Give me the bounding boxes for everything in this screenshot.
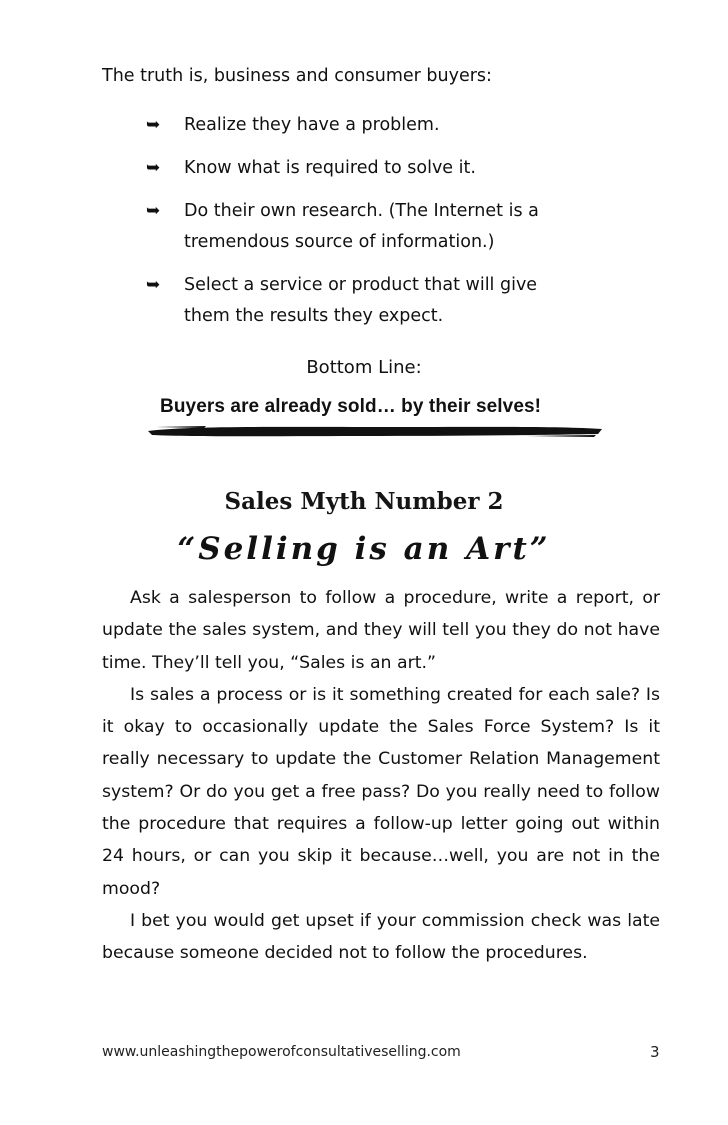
list-item-text: Realize they have a problem. bbox=[184, 115, 440, 135]
paragraph: Is sales a process or is it something created for each sale? Is it okay to occasionally update the Sales Force System? Is it really necessary to update the Customer Relation Management system? Or do you get a free pass? Do you really need to follow the procedure that requires a follow-up letter going out within 24 hours, or can you skip it because…well, you are not in the mood? bbox=[102, 684, 660, 899]
section-title: Sales Myth Number 2 bbox=[224, 488, 504, 515]
list-item bbox=[146, 270, 586, 332]
right-arrow-icon: ➥ bbox=[146, 158, 161, 178]
section-subtitle: “Selling is an Art” bbox=[177, 531, 551, 567]
body-text bbox=[102, 582, 660, 970]
list-item bbox=[146, 153, 586, 184]
right-arrow-icon: ➥ bbox=[146, 201, 161, 221]
bottom-line-statement: Buyers are already sold… by their selves! bbox=[160, 396, 542, 417]
paragraph: Ask a salesperson to follow a procedure, write a report, or update the sales system, and they will tell you they do not have time. They’ll tell you, “Sales is an art.” bbox=[102, 588, 660, 673]
paragraph: I bet you would get upset if your commission check was late because someone decided not to follow the procedures. bbox=[102, 910, 660, 964]
list-item-text: Select a service or product that will give them the results they expect. bbox=[184, 275, 538, 326]
intro-text: The truth is, business and consumer buyers: bbox=[102, 66, 492, 86]
list-item-text: Do their own research. (The Internet is a tremendous source of information.) bbox=[184, 201, 539, 252]
brush-stroke-divider bbox=[146, 422, 606, 440]
footer-url: www.unleashingthepowerofconsultativeselling.com bbox=[102, 1044, 461, 1060]
list-item bbox=[146, 110, 586, 141]
bottom-line-label: Bottom Line: bbox=[306, 357, 422, 378]
right-arrow-icon: ➥ bbox=[146, 275, 161, 295]
right-arrow-icon: ➥ bbox=[146, 115, 161, 135]
list-item bbox=[146, 196, 586, 258]
list-item-text: Know what is required to solve it. bbox=[184, 158, 476, 178]
buyer-facts-list bbox=[146, 110, 586, 344]
page-number: 3 bbox=[650, 1043, 660, 1061]
